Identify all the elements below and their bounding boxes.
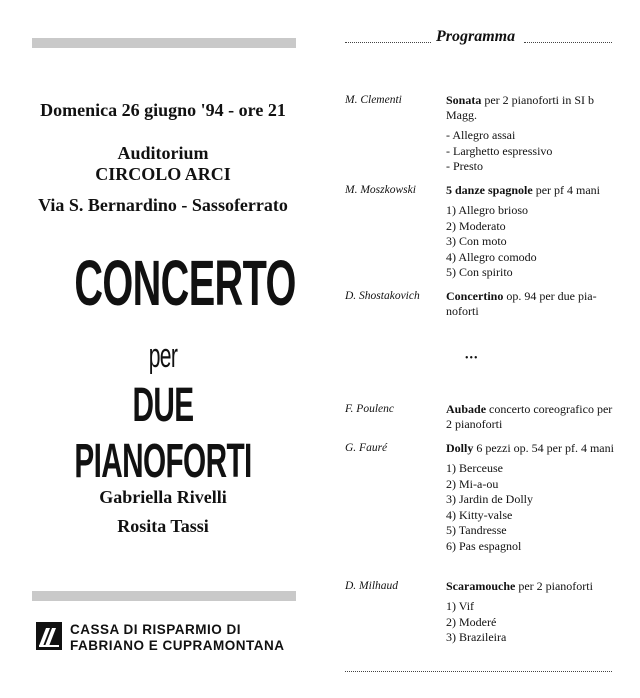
work-entry	[446, 402, 614, 432]
work-title: Sonata	[446, 93, 482, 107]
programme-heading: Programma	[436, 28, 516, 45]
top-divider-bar	[32, 38, 296, 48]
movement-item: 4) Allegro comodo	[446, 249, 537, 264]
movement-item: 1) Berceuse	[446, 461, 503, 475]
heading-dotted-rule-left	[345, 42, 431, 43]
work-entry	[446, 579, 614, 646]
movement-item: 6) Pas espagnol	[446, 538, 522, 553]
work-entry	[446, 93, 614, 175]
movement-item: 4) Kitty-valse	[446, 507, 513, 522]
work-entry	[446, 289, 614, 319]
work-entry	[446, 441, 614, 555]
movement-item: 5) Con spirito	[446, 265, 513, 280]
work-title: 5 danze spagnole	[446, 183, 533, 197]
address-line: Via S. Bernardino - Sassoferrato	[38, 195, 288, 215]
bank-name-line-2: FABRIANO E CUPRAMONTANA	[70, 638, 285, 653]
composer-name: M. Clementi	[345, 94, 402, 106]
composer-name: F. Poulenc	[345, 403, 394, 415]
composer-name: M. Moszkowski	[345, 184, 416, 196]
composer-name: G. Fauré	[345, 442, 388, 454]
bank-name-line-1: CASSA DI RISPARMIO DI	[70, 622, 242, 637]
work-title: Aubade	[446, 402, 487, 416]
ornament-dots: •••	[465, 353, 479, 364]
bank-logo-icon	[36, 622, 62, 650]
work-details: per pf 4 mani	[532, 183, 600, 197]
work-details: 6 pezzi op. 54 per pf. 4 mani	[473, 441, 614, 455]
movement-item: - Presto	[446, 159, 483, 174]
work-details: per 2 pianoforti	[515, 579, 593, 593]
performer-1: Gabriella Rivelli	[99, 487, 227, 507]
work-details: concerto coreografico per 2 pianoforti	[446, 402, 613, 431]
composer-name: D. Shostakovich	[345, 290, 420, 302]
work-title: Dolly	[446, 441, 474, 455]
work-details: op. 94 per due pia-noforti	[446, 289, 597, 318]
movement-item: 3) Brazileira	[446, 630, 507, 645]
movement-item: 2) Moderé	[446, 614, 497, 629]
movement-item: - Allegro assai	[446, 128, 516, 142]
work-title: Concertino	[446, 289, 504, 303]
date-line: Domenica 26 giugno '94 - ore 21	[40, 100, 286, 120]
heading-dotted-rule-right	[524, 42, 612, 43]
composer-name: D. Milhaud	[345, 580, 399, 592]
movement-item: 5) Tandresse	[446, 523, 507, 538]
movement-item: 2) Mi-a-ou	[446, 476, 499, 491]
title-due-pianoforti: DUE PIANOFORTI	[74, 379, 252, 488]
bank-name	[70, 622, 285, 654]
movement-item: 1) Allegro brioso	[446, 203, 528, 217]
venue-line-2: CIRCOLO ARCI	[95, 164, 231, 184]
movement-item: 3) Jardin de Dolly	[446, 492, 533, 507]
movement-item: - Larghetto espressivo	[446, 143, 553, 158]
movement-item: 3) Con moto	[446, 234, 507, 249]
work-details: per 2 pianoforti in SI b Magg.	[446, 93, 594, 122]
work-title: Scaramouche	[446, 579, 516, 593]
movement-item: 2) Moderato	[446, 218, 506, 233]
bottom-divider-bar	[32, 591, 296, 601]
performer-2: Rosita Tassi	[117, 516, 209, 536]
venue-line-1: Auditorium	[117, 143, 209, 163]
movement-item: 1) Vif	[446, 599, 475, 613]
bottom-dotted-rule	[345, 671, 612, 672]
work-entry	[446, 183, 614, 281]
title-concerto: CONCERTO	[74, 247, 296, 319]
title-per: per	[148, 337, 178, 375]
